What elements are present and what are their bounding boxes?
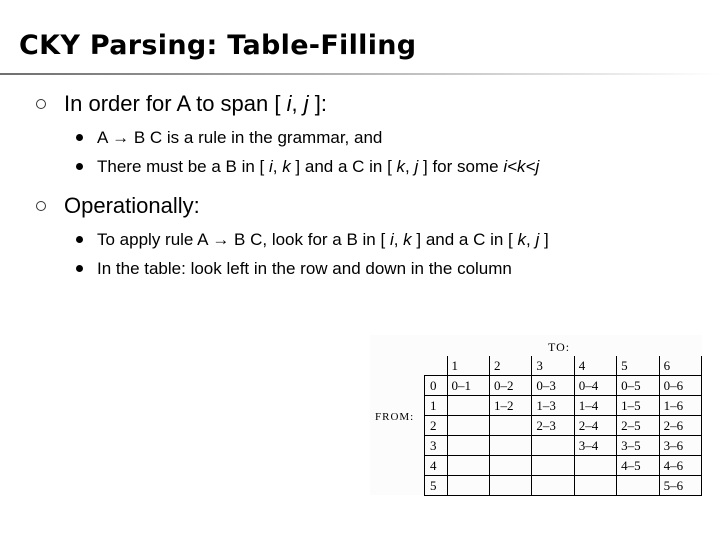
- table-cell: [447, 436, 489, 456]
- table-cell: 3–5: [617, 436, 659, 456]
- table-cell: 1–6: [659, 396, 701, 416]
- sub-bullet-text: A → B C is a rule in the grammar, and: [97, 128, 383, 147]
- filled-bullet-icon: [76, 163, 83, 170]
- title-divider: [0, 73, 720, 75]
- sub-bullet-text: To apply rule A → B C, look for a B in [ i, k ] and a C in [ k, j ]: [97, 230, 549, 249]
- table-cell: [447, 476, 489, 496]
- row-header: 5: [425, 476, 448, 496]
- cky-table-figure: [370, 335, 702, 495]
- table-cell: [532, 456, 574, 476]
- table-row: [425, 476, 702, 496]
- filled-bullet-icon: [76, 265, 83, 272]
- table-cell: [489, 456, 531, 476]
- hollow-bullet-icon: [36, 201, 46, 211]
- table-cell: [489, 416, 531, 436]
- row-header: 3: [425, 436, 448, 456]
- filled-bullet-icon: [76, 134, 83, 141]
- table-cell: 4–6: [659, 456, 701, 476]
- table-cell: 3–6: [659, 436, 701, 456]
- bullet-text: In order for A to span [ i, j ]:: [64, 91, 327, 116]
- table-row: [425, 456, 702, 476]
- table-cell: [489, 436, 531, 456]
- header-row: [425, 356, 702, 376]
- cky-chart-table: [424, 356, 702, 496]
- to-label: TO:: [548, 340, 571, 354]
- row-header: 0: [425, 376, 448, 396]
- col-header: 5: [617, 356, 659, 376]
- table-cell: [617, 476, 659, 496]
- table-cell: [574, 456, 616, 476]
- table-cell: [447, 416, 489, 436]
- table-cell: 5–6: [659, 476, 701, 496]
- table-cell: 0–4: [574, 376, 616, 396]
- table-cell: [532, 476, 574, 496]
- table-cell: 4–5: [617, 456, 659, 476]
- col-header: 4: [574, 356, 616, 376]
- table-cell: 0–6: [659, 376, 701, 396]
- table-cell: [489, 476, 531, 496]
- filled-bullet-icon: [76, 236, 83, 243]
- table-cell: [574, 476, 616, 496]
- table-cell: 1–5: [617, 396, 659, 416]
- row-header: 2: [425, 416, 448, 436]
- table-row: [425, 416, 702, 436]
- table-cell: 0–3: [532, 376, 574, 396]
- table-cell: 2–3: [532, 416, 574, 436]
- table-cell: 0–2: [489, 376, 531, 396]
- table-cell: 0–5: [617, 376, 659, 396]
- table-cell: [447, 456, 489, 476]
- table-cell: 1–3: [532, 396, 574, 416]
- table-cell: 1–2: [489, 396, 531, 416]
- table-cell: 1–4: [574, 396, 616, 416]
- table-cell: 0–1: [447, 376, 489, 396]
- table-cell: 2–4: [574, 416, 616, 436]
- table-row: [425, 396, 702, 416]
- table-cell: 3–4: [574, 436, 616, 456]
- slide-title: CKY Parsing: Table-Filling: [19, 30, 417, 61]
- bullet-text: Operationally:: [64, 193, 200, 218]
- col-header: 2: [489, 356, 531, 376]
- table-row: [425, 436, 702, 456]
- col-header: 6: [659, 356, 701, 376]
- sub-bullet-text: In the table: look left in the row and down in the column: [97, 259, 512, 278]
- table-cell: [447, 396, 489, 416]
- col-header: 3: [532, 356, 574, 376]
- table-cell: 2–5: [617, 416, 659, 436]
- table-cell: 2–6: [659, 416, 701, 436]
- row-header: 4: [425, 456, 448, 476]
- from-label: FROM:: [375, 411, 415, 423]
- col-header: 1: [447, 356, 489, 376]
- hollow-bullet-icon: [36, 99, 46, 109]
- row-header: 1: [425, 396, 448, 416]
- corner-cell: [425, 356, 448, 376]
- sub-bullet-text: There must be a B in [ i, k ] and a C in [ k, j ] for some i<k<j: [97, 157, 540, 176]
- table-row: [425, 376, 702, 396]
- table-cell: [532, 436, 574, 456]
